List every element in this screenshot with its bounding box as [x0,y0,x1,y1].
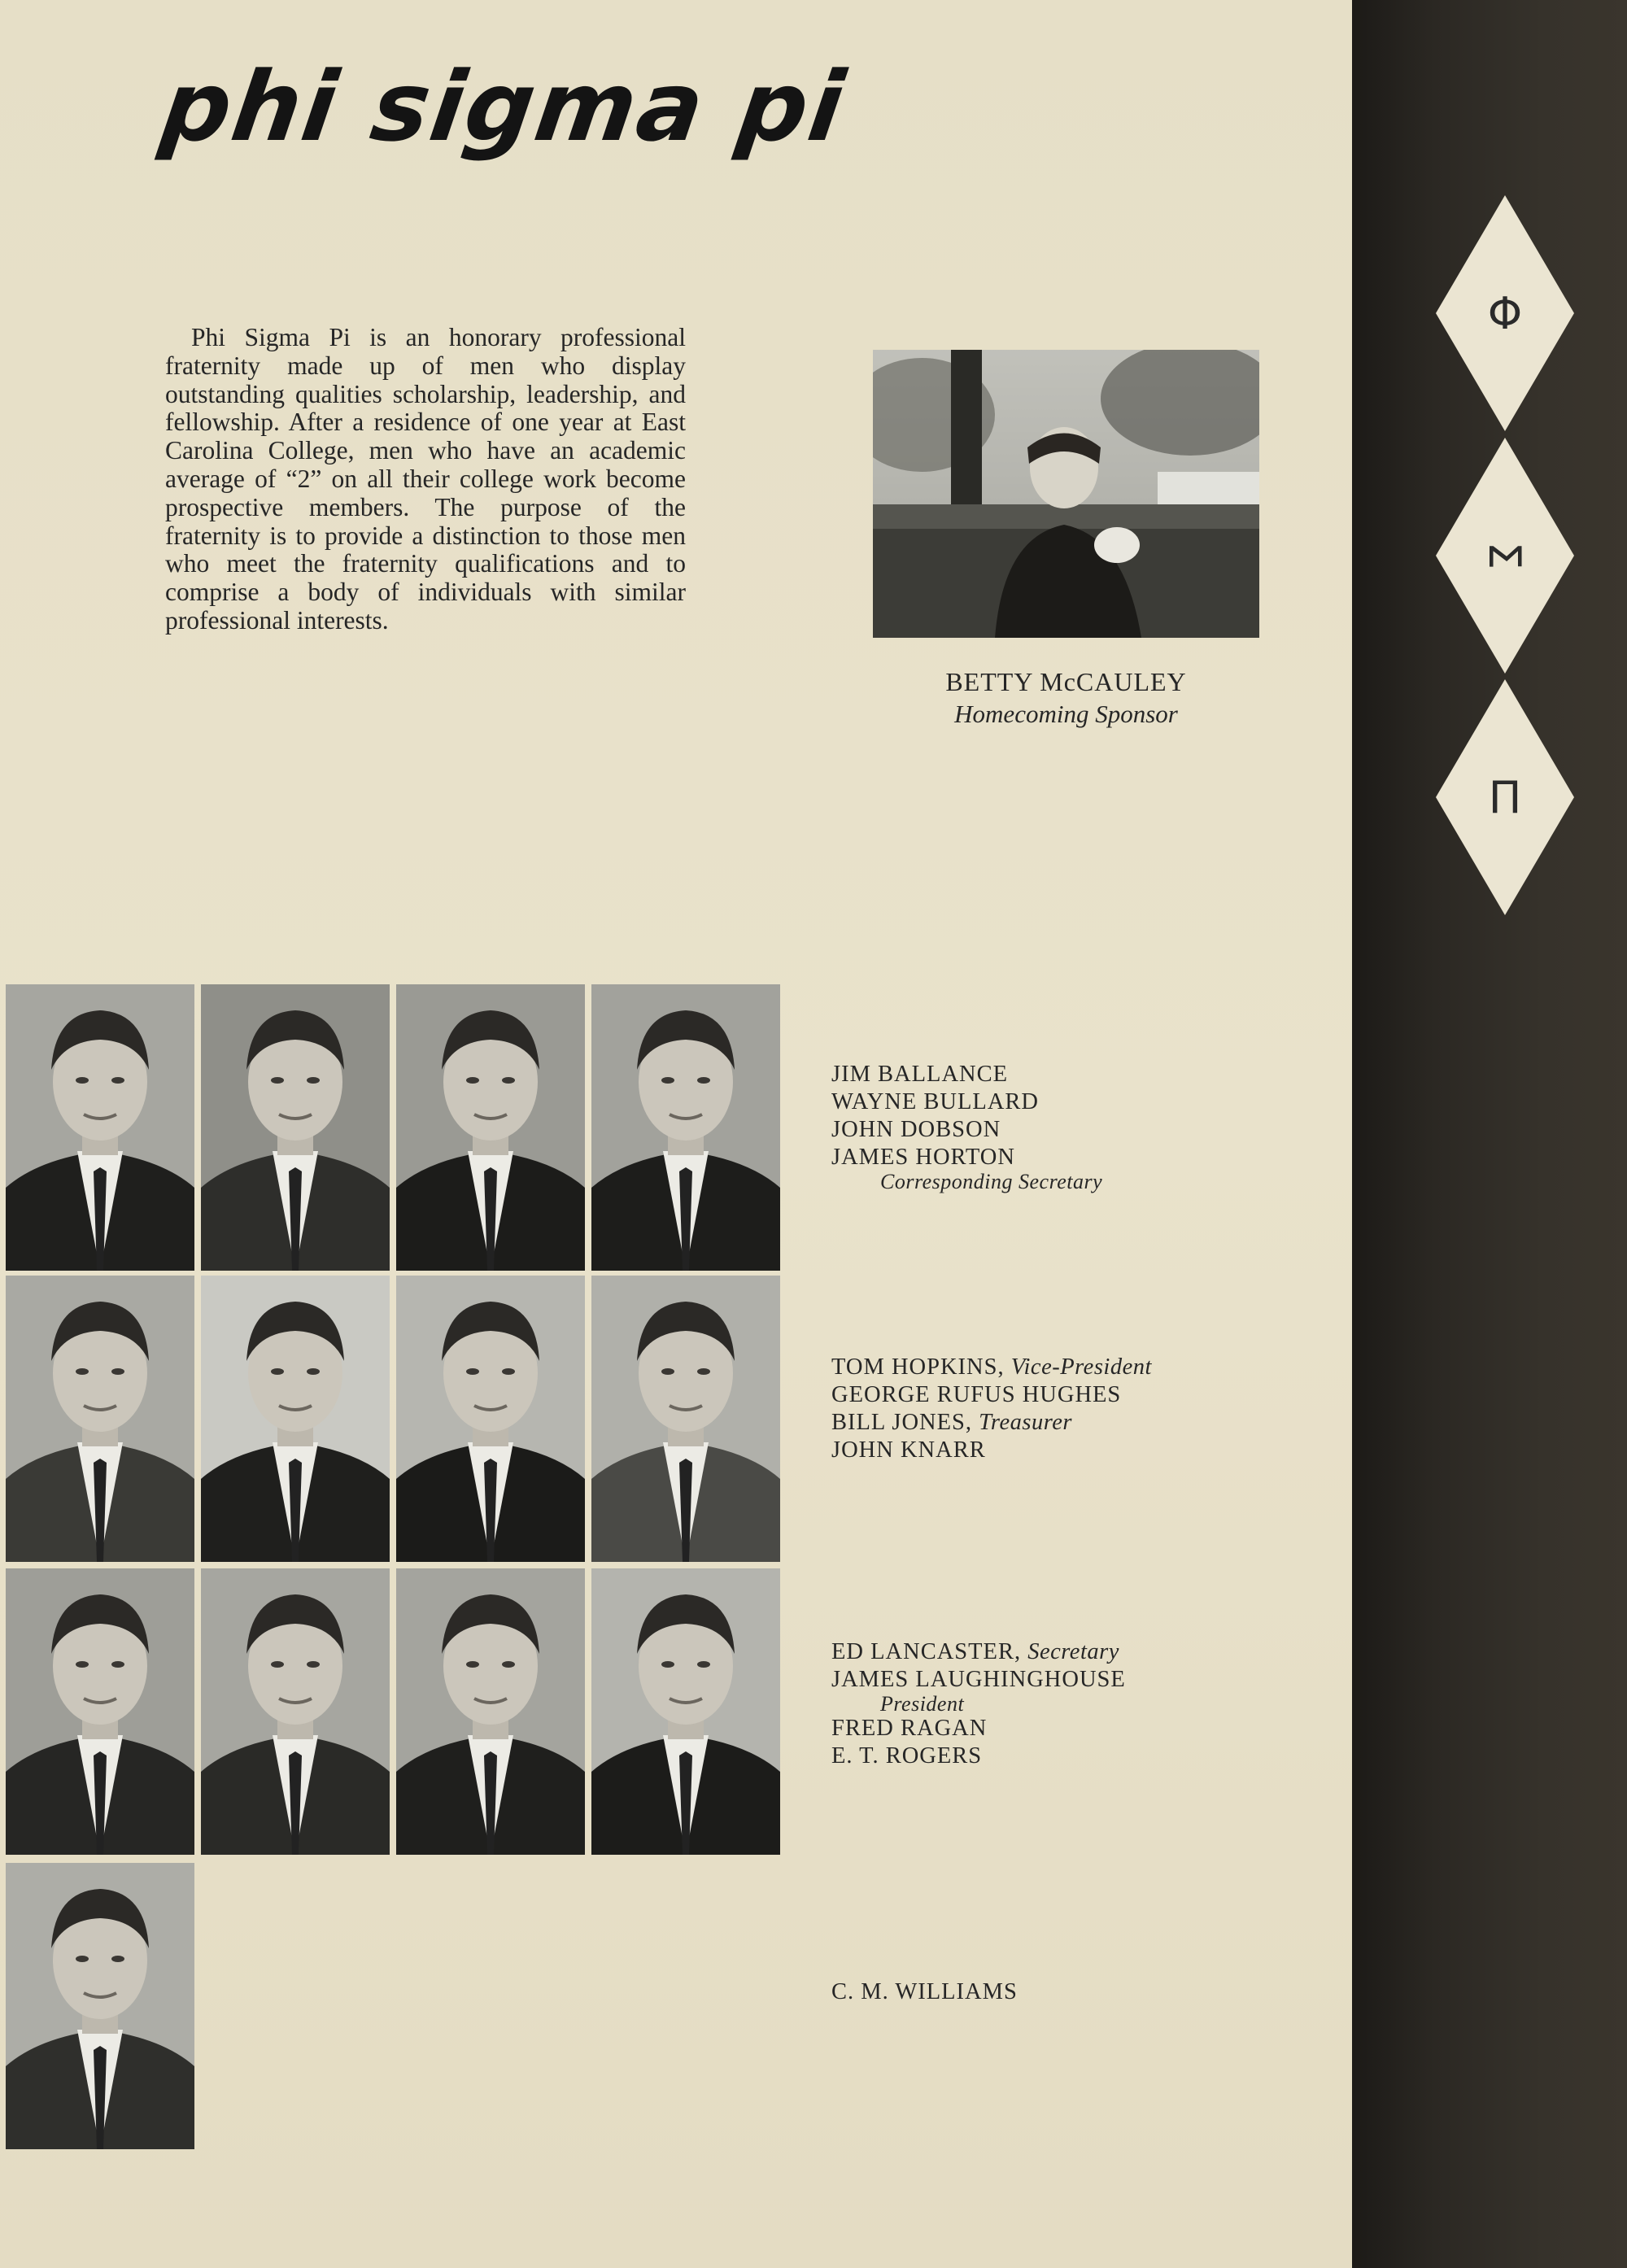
member-name: JAMES LAUGHINGHOUSE [831,1667,1126,1692]
member-name: BILL JONES, Treasurer [831,1410,1072,1435]
member-name: GEORGE RUFUS HUGHES [831,1382,1122,1407]
member-name: JOHN KNARR [831,1437,986,1463]
diamond-phi [1436,195,1574,431]
member-office: President [880,1692,965,1716]
member-portrait [591,1568,780,1855]
member-portrait [396,984,585,1271]
member-portrait [6,1276,194,1562]
member-name: JAMES HORTON [831,1145,1015,1170]
member-name: JIM BALLANCE [831,1062,1009,1087]
member-name: TOM HOPKINS, Vice-President [831,1354,1152,1380]
diamond-pi [1436,679,1574,915]
member-portrait [591,984,780,1271]
names-group-2 [831,1354,1287,1464]
diamond-sigma [1436,438,1574,674]
member-portrait [6,1568,194,1855]
member-name: ED LANCASTER, Secretary [831,1639,1119,1664]
sponsor-photo [873,350,1259,638]
intro-paragraph: Phi Sigma Pi is an honorary professional fraternity made up of men who display outstanding qualities scholarship, leadership, and fellowship. After a residence of one year at East Carolina College, men who have an academic average of “2” on all their college work become prospective members. The purpose of the fraternity is to provide a distinction to those men who meet the fraternity qualifications and to comprise a body of individuals with similar professional interests. [165,323,686,635]
member-portrait [6,1863,194,2149]
phi-letter: Φ [1487,287,1523,339]
sponsor-role: Homecoming Sponsor [954,700,1178,728]
names-group-1 [831,1061,1287,1193]
member-name: FRED RAGAN [831,1716,988,1741]
member-name: JOHN DOBSON [831,1117,1001,1142]
member-portrait [396,1568,585,1855]
page-title: phi sigma pi [155,50,853,163]
sponsor-name: BETTY McCAULEY [945,667,1187,696]
member-portrait [396,1276,585,1562]
member-name: E. T. ROGERS [831,1743,983,1769]
names-group-4 [831,1978,1287,2006]
member-portrait [6,984,194,1271]
member-portrait [201,1568,390,1855]
pi-letter: Π [1488,771,1522,823]
names-group-3 [831,1638,1287,1770]
member-name: C. M. WILLIAMS [831,1979,1018,2004]
sigma-letter: Σ [1479,541,1531,570]
member-portrait [201,984,390,1271]
member-portrait [591,1276,780,1562]
member-portrait [201,1276,390,1562]
member-name: WAYNE BULLARD [831,1089,1039,1114]
member-office: Corresponding Secretary [880,1170,1103,1193]
